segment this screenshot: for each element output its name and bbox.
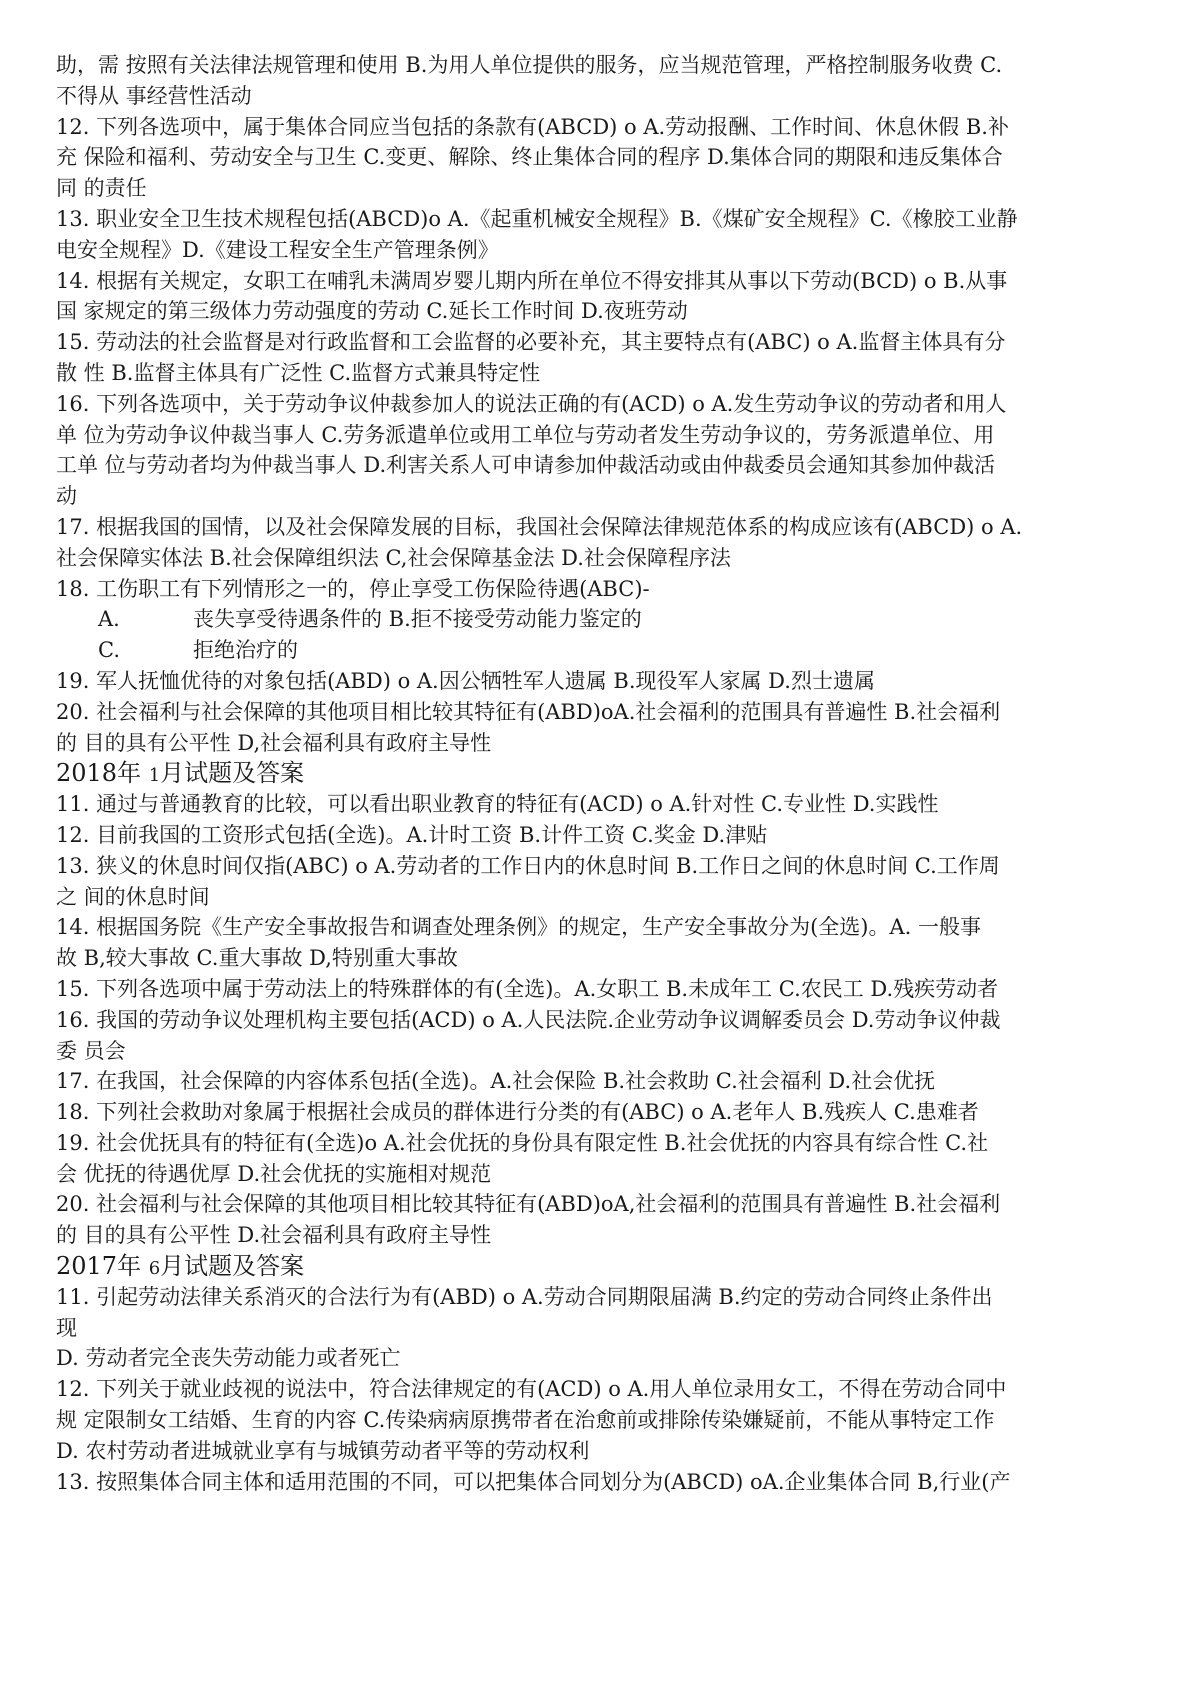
text-line: 规 定限制女工结婚、生育的内容 C.传染病病原携带者在治愈前或排除传染嫌疑前，不能从事特定工作 xyxy=(56,1408,995,1433)
text-block-part1 xyxy=(56,50,1136,604)
heading-year: 2017 xyxy=(56,1252,118,1281)
option-text: 拒绝治疗的 xyxy=(193,638,298,663)
text-line: 12. 下列关于就业歧视的说法中，符合法律规定的有(ACD) o A.用人单位录用女工，不得在劳动合同中 xyxy=(56,1377,1007,1402)
text-line: 散 性 B.监督主体具有广泛性 C.监督方式兼具特定性 xyxy=(56,360,541,385)
text-line: 11. 引起劳动法律关系消灭的合法行为有(ABD) o A.劳动合同期限届满 B.约定的劳动合同终止条件出 xyxy=(56,1284,993,1309)
text-line: 19. 社会优抚具有的特征有(全选)o A.社会优抚的身份具有限定性 B.社会优抚的内容具有综合性 C.社 xyxy=(56,1130,989,1155)
document-page xyxy=(56,50,1136,1497)
text-line: 充 保险和福利、劳动安全与卫生 C.变更、解除、终止集体合同的程序 D.集体合同的期限和违反集体合 xyxy=(56,145,1003,170)
section-heading-2017-06 xyxy=(56,1251,1136,1282)
option-text: 丧失享受待遇条件的 B.拒不接受劳动能力鉴定的 xyxy=(193,607,642,632)
text-line: 18. 下列社会救助对象属于根据社会成员的群体进行分类的有(ABC) o A.老年人 B.残疾人 C.患难者 xyxy=(56,1100,979,1125)
option-letter: A. xyxy=(98,607,120,632)
text-line: 工单 位与劳动者均为仲裁当事人 D.利害关系人可申请参加仲裁活动或由仲裁委员会通知其参加仲裁活 xyxy=(56,453,996,478)
text-line: 16. 我国的劳动争议处理机构主要包括(ACD) o A.人民法院.企业劳动争议调解委员会 D.劳动争议仲裁 xyxy=(56,1007,1001,1032)
text-line: D. 农村劳动者进城就业享有与城镇劳动者平等的劳动权利 xyxy=(56,1438,590,1463)
option-line xyxy=(56,604,1136,635)
text-line: 11. 通过与普通教育的比较，可以看出职业教育的特征有(ACD) o A.针对性 C.专业性 D.实践性 xyxy=(56,792,939,817)
text-line: 的 目的具有公平性 D,社会福利具有政府主导性 xyxy=(56,730,492,755)
text-line: 12. 目前我国的工资形式包括(全选)。A.计时工资 B.计件工资 C.奖金 D.津贴 xyxy=(56,822,768,847)
text-line: 会 优抚的待遇优厚 D.社会优抚的实施相对规范 xyxy=(56,1161,492,1186)
text-block-part4 xyxy=(56,1282,1136,1498)
text-line: 19. 军人抚恤优待的对象包括(ABD) o A.因公牺牲军人遗属 B.现役军人家属 D.烈士遗属 xyxy=(56,668,875,693)
text-block-part2 xyxy=(56,666,1136,758)
heading-rest: 月试题及答案 xyxy=(160,1252,305,1281)
text-line: 故 B,较大事故 C.重大事故 D,特别重大事故 xyxy=(56,946,458,971)
text-line: 15. 劳动法的社会监督是对行政监督和工会监督的必要补充，其主要特点有(ABC) o A.监督主体具有分 xyxy=(56,330,1006,355)
text-line: 动 xyxy=(56,484,77,509)
text-line: 20. 社会福利与社会保障的其他项目相比较其特征有(ABD)oA,社会福利的范围具有普遍性 B.社会福利 xyxy=(56,1192,1001,1217)
text-line: 13. 狭义的休息时间仅指(ABC) o A.劳动者的工作日内的休息时间 B.工作日之间的休息时间 C.工作周 xyxy=(56,853,1000,878)
text-line: 13. 职业安全卫生技术规程包括(ABCD)o A.《起重机械安全规程》B.《煤矿安全规程》C.《橡胶工业静 xyxy=(56,206,1018,231)
heading-rest: 月试题及答案 xyxy=(160,759,305,788)
text-line: 18. 工伤职工有下列情形之一的，停止享受工伤保险待遇(ABC)- xyxy=(56,576,650,601)
text-line: 12. 下列各选项中，属于集体合同应当包括的条款有(ABCD) o A.劳动报酬、工作时间、休息休假 B.补 xyxy=(56,114,1009,139)
text-line: 20. 社会福利与社会保障的其他项目相比较其特征有(ABD)oA.社会福利的范围具有普遍性 B.社会福利 xyxy=(56,699,1001,724)
text-line: 国 家规定的第三级体力劳动强度的劳动 C.延长工作时间 D.夜班劳动 xyxy=(56,299,688,324)
section-heading-2018-01 xyxy=(56,758,1136,789)
text-line: 社会保障实体法 B.社会保障组织法 C,社会保障基金法 D.社会保障程序法 xyxy=(56,545,731,570)
heading-month: 1 xyxy=(148,765,161,787)
option-letter: C. xyxy=(98,638,120,663)
text-line: 的 目的具有公平性 D.社会福利具有政府主导性 xyxy=(56,1223,492,1248)
text-line: 14. 根据国务院《生产安全事故报告和调查处理条例》的规定，生产安全事故分为(全选)。A. 一般事 xyxy=(56,915,981,940)
text-line: 现 xyxy=(56,1315,77,1340)
heading-year: 2018 xyxy=(56,759,118,788)
text-line: D. 劳动者完全丧失劳动能力或者死亡 xyxy=(56,1346,401,1371)
text-line: 委 员会 xyxy=(56,1038,126,1063)
text-block-part3 xyxy=(56,789,1136,1251)
options-question-18 xyxy=(56,604,1136,666)
text-line: 不得从 事经营性活动 xyxy=(56,83,252,108)
text-line: 单 位为劳动争议仲裁当事人 C.劳务派遣单位或用工单位与劳动者发生劳动争议的，劳务派遣单位、用 xyxy=(56,422,995,447)
text-line: 电安全规程》D.《建设工程安全生产管理条例》 xyxy=(56,237,499,262)
text-line: 17. 根据我国的国情，以及社会保障发展的目标，我国社会保障法律规范体系的构成应该有(ABCD) o A. xyxy=(56,514,1023,539)
text-line: 之 间的休息时间 xyxy=(56,884,210,909)
text-line: 16. 下列各选项中，关于劳动争议仲裁参加人的说法正确的有(ACD) o A.发生劳动争议的劳动者和用人 xyxy=(56,391,1007,416)
option-line xyxy=(56,635,1136,666)
text-line: 助，需 按照有关法律法规管理和使用 B.为用人单位提供的服务，应当规范管理，严格控制服务收费 C. xyxy=(56,53,1003,77)
heading-nian: 年 xyxy=(117,759,142,788)
heading-nian: 年 xyxy=(117,1252,142,1281)
text-line: 同 的责任 xyxy=(56,176,147,201)
text-line: 15. 下列各选项中属于劳动法上的特殊群体的有(全选)。A.女职工 B.未成年工 C.农民工 D.残疾劳动者 xyxy=(56,976,999,1001)
text-line: 13. 按照集体合同主体和适用范围的不同，可以把集体合同划分为(ABCD) oA.企业集体合同 B,行业(产 xyxy=(56,1469,1011,1494)
heading-month: 6 xyxy=(148,1258,161,1280)
text-line: 14. 根据有关规定，女职工在哺乳未满周岁婴儿期内所在单位不得安排其从事以下劳动(BCD) o B.从事 xyxy=(56,268,1008,293)
text-line: 17. 在我国，社会保障的内容体系包括(全选)。A.社会保险 B.社会救助 C.社会福利 D.社会优抚 xyxy=(56,1069,936,1094)
